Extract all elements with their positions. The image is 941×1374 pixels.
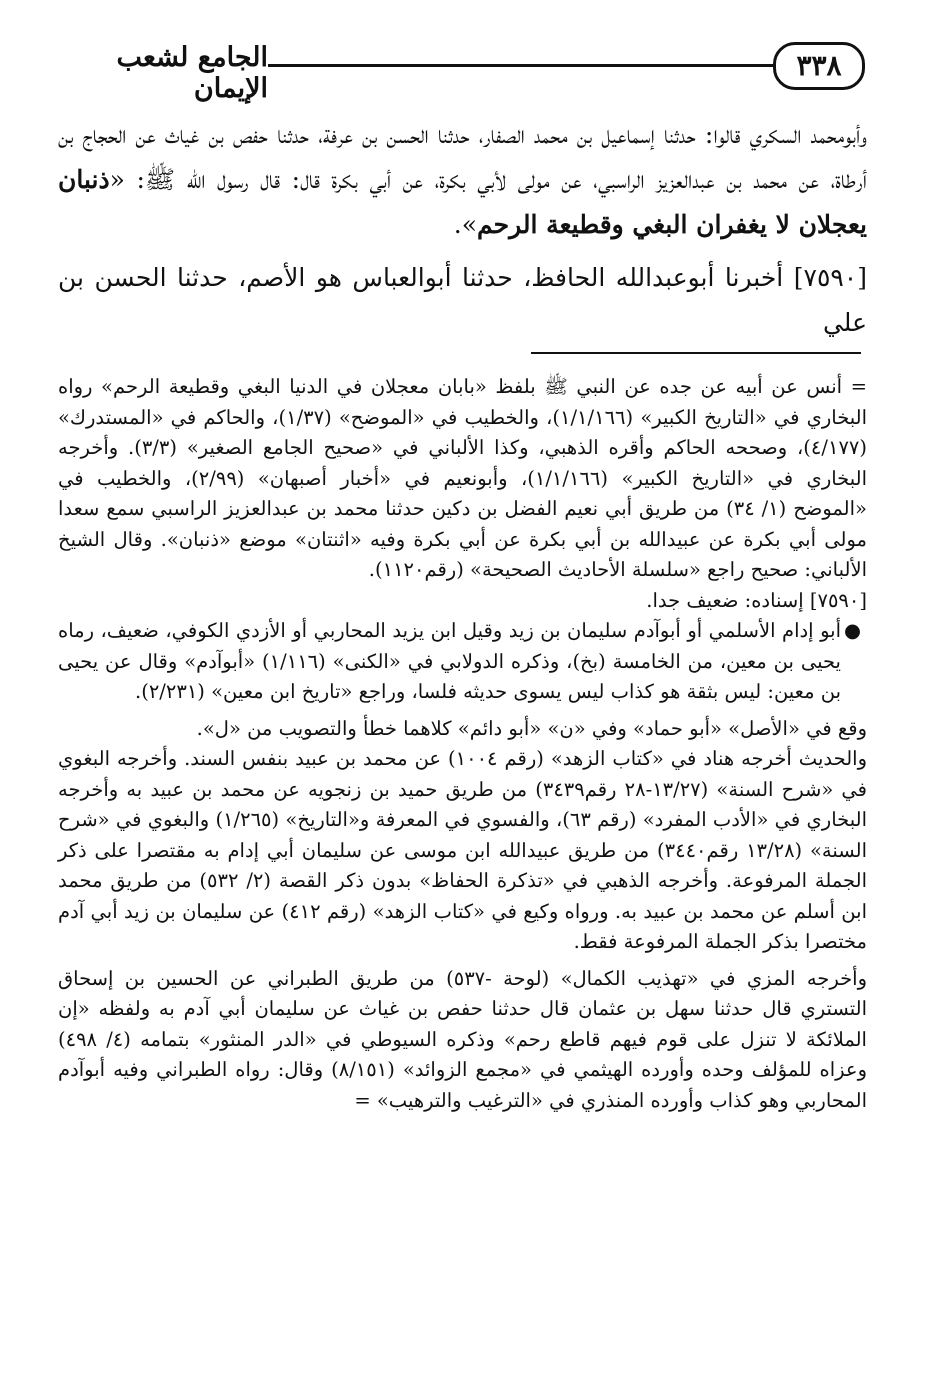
narrator-note-text: أبو إدام الأسلمي أو أبوآدم سليمان بن زيد وقيل ابن يزيد المحاربي أو الأزدي الكوفي، ضعيف، رماه يحيى بن معين، من الخامسة (بخ)، وذكره الدولابي في «الكنى» (١/١١٦) «أبوآدم» وقال عن يحيى بن معين: ليس بثقة هو كذاب ليس يسوى حديثه فلسا، وراجع «تاريخ ابن معين» (٢/٢٣١).: [58, 619, 841, 703]
hadith-matn: ذنبان يعجلان لا يغفران البغي وقطيعة الرحم: [58, 165, 867, 239]
takhrij-note: والحديث أخرجه هناد في «كتاب الزهد» (رقم ١٠٠٤) عن محمد بن عبيد بنفس السند. وأخرجه البغوي في «شرح السنة» (١٣/٢٧-٢٨ رقم٣٤٣٩) من طريق حميد بن زنجويه عن محمد بن عبيد به وأخرجه البخاري في «الأدب المفرد» (رقم ٦٣)، والفسوي في المعرفة و«التاريخ» (١/٢٦٥) والبغوي في «شرح السنة» (١٣/٢٨ رقم٣٤٤٠) من طريق عبيدالله ابن موسى عن سليمان أبي إدام به مقتصرا على ذكر الجملة المرفوعة. وأخرجه الذهبي في «تذكرة الحفاظ» بدون ذكر القصة (٢/ ٥٣٢) من طريق محمد ابن أسلم عن محمد بن عبيد به. ورواه وكيع في «كتاب الزهد» (رقم ٤١٢) عن سليمان بن زيد أبي آدم مختصرا بذكر الجملة المرفوعة فقط.: [58, 747, 867, 953]
footnote-continuation: = أنس عن أبيه عن جده عن النبي ﷺ بلفظ «بابان معجلان في الدنيا البغي وقطيعة الرحم» رواه البخاري في «التاريخ الكبير» (١/١/١٦٦)، والخطيب في «الموضح» (١/٣٧)، والحاكم في «المستدرك» (٤/١٧٧)، وصححه الحاكم وأقره الذهبي، وكذا الألباني في «صحيح الجامع الصغير» (٣/٣). وأخرجه البخاري في «التاريخ الكبير» (١/١/١٦٦)، وأبونعيم في «أخبار أصبهان» (٢/٩٩)، والخطيب في «الموضح (١/ ٣٤) من طريق أبي نعيم الفضل بن دكين حدثنا محمد بن عبدالعزيز الراسبي سمع سعدا مولى أبي بكرة عن عبيدالله بن أبي بكرة عن أبي بكرة وفيه «اثنتان» موضع «ذنبان». وقال الشيخ الألباني: صحيح راجع «سلسلة الأحاديث الصحيحة» (رقم١١٢٠).: [58, 375, 868, 581]
hadith-isnad: أخبرنا أبوعبدالله الحافظ، حدثنا أبوالعباس هو الأصم، حدثنا الحسن بن علي: [58, 263, 867, 337]
isnad-paragraph: [58, 112, 867, 247]
footnotes: [58, 372, 867, 1116]
variant-note: وقع في «الأصل» «أبو حماد» وفي «ن» «أبو دائم» كلاهما خطأ والتصويب من «ل».: [196, 716, 867, 740]
page-header: [58, 38, 865, 104]
bullet-icon: ●: [843, 619, 861, 642]
header-rule: [268, 64, 773, 67]
page-number: ٣٣٨: [773, 42, 865, 90]
footnote-hadith-number: [٧٥٩٠]: [809, 588, 867, 612]
takhrij-note-2: وأخرجه المزي في «تهذيب الكمال» (لوحة -٥٣٧) من طريق الطبراني عن الحسين بن إسحاق التستري قال حدثنا سهل بن عثمان قال حدثنا حفص بن غياث عن سليمان أبي آدم به ولفظه «إن الملائكة لا تنزل على قوم فيهم قاطع رحم» وذكره السيوطي في «الدر المنثور» بتمامه (٤/ ٤٩٨) وعزاه للمؤلف وحده وأورده الهيثمي في «مجمع الزوائد» (٨/١٥١) وقال: رواه الطبراني وفيه أبوآدم المحاربي وهو كذاب وأورده المنذري في «الترغيب والترهيب» =: [58, 966, 867, 1112]
isnad-text: وأبومحمد السكري قالوا: حدثنا إسماعيل بن محمد الصفار، حدثنا الحسن بن عرفة، حدثنا حفص بن غياث عن الحجاج بن أرطاة، عن محمد بن عبدالعزيز الراسبي، عن مولى لأبي بكرة، عن أبي بكرة قال: قال رسول الله ﷺ: «: [58, 120, 867, 194]
quote-close: ».: [453, 210, 478, 239]
footnote-isnad-grade: [58, 586, 867, 617]
book-title: الجامع لشعب الإيمان: [116, 42, 268, 104]
footnote-separator: [531, 352, 861, 354]
isnad-grade: إسناده: ضعيف جدا.: [646, 588, 804, 612]
hadith-paragraph: [58, 255, 867, 345]
main-text: [58, 112, 867, 345]
hadith-number: [٧٥٩٠]: [793, 263, 867, 292]
narrator-note: [58, 616, 867, 708]
